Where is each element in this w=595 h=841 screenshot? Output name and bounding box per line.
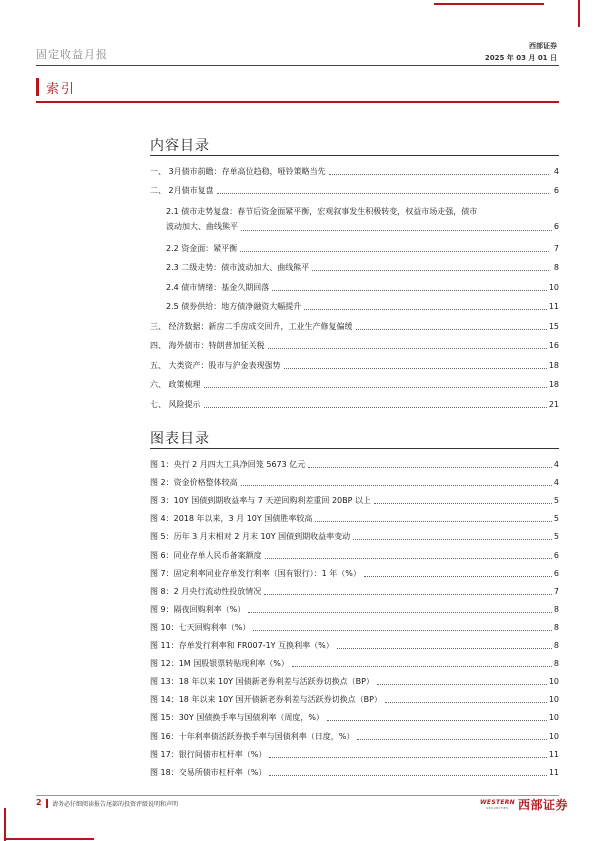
logo-english xyxy=(480,799,515,810)
index-heading: 索引 xyxy=(46,82,77,97)
figure-entry[interactable] xyxy=(150,542,559,560)
dot-leader xyxy=(241,485,552,486)
toc-entry[interactable] xyxy=(150,273,559,293)
report-type: 固定收益月报 xyxy=(36,48,108,61)
dot-leader xyxy=(265,558,552,559)
figure-entry-label: 图 10：七天回购利率（%） xyxy=(150,622,251,632)
toc-entry-label: 六、 政策梳理 xyxy=(150,380,201,389)
toc-entry-page: 10 xyxy=(548,282,559,292)
figure-entry-page: 6 xyxy=(553,550,559,560)
logo-chinese-name: 西部证券 xyxy=(517,798,568,812)
figure-entry-page: 7 xyxy=(553,586,559,596)
figure-entry[interactable] xyxy=(150,760,559,778)
figure-entry-label: 图 6：同业存单人民币备案额度 xyxy=(150,550,262,560)
toc-entry-label-line2: 波动加大、曲线熊平 xyxy=(166,222,238,231)
figure-entry-page: 8 xyxy=(553,641,559,651)
toc-entry-label-line1: 2.1 债市走势复盘：春节后资金面紧平衡，宏观叙事发生积极转变，权益市场走强，债市 xyxy=(166,207,478,216)
brand-name: 西部证券 xyxy=(529,42,557,50)
figure-entry-label: 图 18：交易所债市杠杆率（%） xyxy=(150,767,267,777)
toc-entry-page: 16 xyxy=(548,341,559,350)
dot-leader xyxy=(272,290,547,291)
figure-entry-page: 8 xyxy=(553,659,559,669)
dot-leader xyxy=(364,576,552,577)
figure-entry-label: 图 4：2018 年以来，3 月 10Y 国债胜率较高 xyxy=(150,514,313,524)
figure-entry-page: 10 xyxy=(548,695,559,705)
figure-entry[interactable] xyxy=(150,579,559,597)
dot-leader xyxy=(241,230,552,231)
figure-entry-page: 10 xyxy=(548,731,559,741)
figure-entry[interactable] xyxy=(150,651,559,669)
figure-entry-page: 11 xyxy=(548,767,559,777)
toc-entry[interactable] xyxy=(150,351,559,371)
disclaimer: 请务必仔细阅读报告尾部的投资评级说明和声明 xyxy=(52,801,179,808)
dot-leader xyxy=(385,702,547,703)
toc-entry[interactable] xyxy=(150,390,559,410)
figure-entry-page: 4 xyxy=(553,478,559,488)
toc-entry[interactable] xyxy=(150,371,559,391)
corner-accent-vertical xyxy=(578,0,580,27)
dot-leader xyxy=(269,757,546,758)
company-logo xyxy=(480,796,568,813)
figure-entry-label: 图 3：10Y 国债到期收益率与 7 天逆回购利差重回 20BP 以上 xyxy=(150,496,371,506)
figure-entry[interactable] xyxy=(150,723,559,741)
dot-leader xyxy=(329,174,549,175)
toc-entry[interactable] xyxy=(150,312,559,332)
figure-entry[interactable] xyxy=(150,470,559,488)
figure-entry[interactable] xyxy=(150,687,559,705)
dot-leader xyxy=(204,387,547,388)
dot-leader xyxy=(284,368,547,369)
page-number: 2 xyxy=(36,798,42,807)
logo-english-name: WESTERN xyxy=(480,799,515,806)
figure-entry-label: 图 13：18 年以来 10Y 国债新老券利差与活跃券切换点（BP） xyxy=(150,677,374,687)
figure-entry-label: 图 12：1M 国股银票转贴现利率（%） xyxy=(150,659,289,669)
page-number-separator xyxy=(46,799,48,808)
toc-entry-page: 21 xyxy=(548,399,559,409)
figure-entry-page: 6 xyxy=(553,568,559,578)
toc-entry[interactable] xyxy=(150,293,559,313)
toc-entry-label: 2.3 二级走势：债市波动加大、曲线熊平 xyxy=(166,263,310,272)
figure-entry-page: 11 xyxy=(548,749,559,759)
toc-entry[interactable] xyxy=(150,157,559,177)
figure-entry[interactable] xyxy=(150,633,559,651)
figure-entry-label: 图 7：固定利率同业存单发行利率（国有银行）：1 年（%） xyxy=(150,568,361,578)
figure-entry-page: 8 xyxy=(553,622,559,632)
figure-entry-page: 8 xyxy=(553,604,559,614)
figure-entry-label: 图 16：十年利率债活跃券换手率与国债利率（日度，%） xyxy=(150,731,355,741)
figure-entry[interactable] xyxy=(150,705,559,723)
toc-entry-page: 15 xyxy=(548,321,559,331)
figure-entry[interactable] xyxy=(150,742,559,760)
figure-entry-page: 4 xyxy=(553,460,559,470)
toc-entry-label: 四、 海外债市：特朗普加征关税 xyxy=(150,341,265,350)
toc-entry[interactable] xyxy=(150,254,559,274)
dot-leader xyxy=(357,739,546,740)
figure-entry-label: 图 2：资金价格整体较高 xyxy=(150,478,238,488)
toc-entry-page: 6 xyxy=(553,186,559,195)
figure-entry-page: 5 xyxy=(553,514,559,524)
toc-heading-divider xyxy=(150,155,559,156)
index-divider xyxy=(36,101,559,103)
dot-leader xyxy=(204,407,547,408)
dot-leader xyxy=(327,720,547,721)
toc-entry-label: 二、 2月债市复盘 xyxy=(150,186,214,195)
corner-accent-vertical xyxy=(4,808,6,841)
toc-entry-label: 2.5 债券供给：地方债净融资大幅提升 xyxy=(166,302,302,311)
toc-entry-page: 7 xyxy=(553,243,559,253)
figure-entry-label: 图 5：历年 3 月末相对 2 月末 10Y 国债到期收益率变动 xyxy=(150,532,351,542)
figures-heading-divider xyxy=(150,448,559,449)
figures-heading: 图表目录 xyxy=(150,431,210,447)
dot-leader xyxy=(240,251,549,252)
toc-entry-page: 4 xyxy=(553,166,559,176)
header-divider xyxy=(36,65,559,66)
table-of-contents xyxy=(150,157,559,410)
toc-entry[interactable] xyxy=(150,177,559,197)
figure-entry-page: 5 xyxy=(553,496,559,506)
figure-entry-label: 图 8：2 月央行流动性投放情况 xyxy=(150,586,262,596)
dot-leader xyxy=(356,329,547,330)
figure-entry[interactable] xyxy=(150,615,559,633)
figure-entry[interactable] xyxy=(150,524,559,542)
dot-leader xyxy=(377,684,547,685)
figure-entry[interactable] xyxy=(150,488,559,506)
dot-leader xyxy=(253,630,552,631)
figure-entry-label: 图 1：央行 2 月四大工具净回笼 5673 亿元 xyxy=(150,460,306,470)
toc-entry-page: 8 xyxy=(553,263,559,272)
toc-entry-page: 18 xyxy=(548,380,559,389)
figure-entry[interactable] xyxy=(150,452,559,470)
figure-entry-label: 图 11：存单发行利率和 FR007-1Y 互换利率（%） xyxy=(150,641,334,651)
dot-leader xyxy=(269,775,546,776)
toc-entry-page: 18 xyxy=(548,360,559,370)
toc-entry-label: 七、 风险提示 xyxy=(150,399,201,409)
corner-accent-horizontal xyxy=(434,3,544,5)
toc-entry[interactable] xyxy=(150,196,559,234)
dot-leader xyxy=(374,503,552,504)
figure-entry-page: 10 xyxy=(548,713,559,723)
dot-leader xyxy=(264,594,552,595)
toc-entry-label: 五、 大类资产：股市与沪金表现强势 xyxy=(150,360,281,370)
toc-entry-label: 一、 3月债市前瞻：存单高位趋稳，哑铃策略当先 xyxy=(150,166,326,176)
dot-leader xyxy=(217,193,549,194)
toc-entry[interactable] xyxy=(150,332,559,352)
dot-leader xyxy=(292,666,552,667)
dot-leader xyxy=(312,270,549,271)
figure-entry[interactable] xyxy=(150,669,559,687)
report-date: 2025 年 03 月 01 日 xyxy=(484,54,557,62)
figure-entry-label: 图 9：隔夜回购利率（%） xyxy=(150,604,246,614)
corner-accent-horizontal xyxy=(4,838,94,840)
dot-leader xyxy=(337,648,552,649)
figure-entry-page: 10 xyxy=(548,677,559,687)
figure-entry[interactable] xyxy=(150,597,559,615)
figure-entry-page: 5 xyxy=(553,532,559,542)
toc-entry-page: 11 xyxy=(548,302,559,311)
toc-entry-label: 2.4 债市情绪：基金久期回落 xyxy=(166,282,270,292)
dot-leader xyxy=(268,348,547,349)
dot-leader xyxy=(308,467,552,468)
toc-heading: 内容目录 xyxy=(150,138,210,154)
dot-leader xyxy=(304,309,547,310)
figure-entry[interactable] xyxy=(150,506,559,524)
dot-leader xyxy=(315,521,552,522)
index-marker xyxy=(36,78,39,96)
toc-entry-page: 6 xyxy=(553,222,559,231)
toc-entry[interactable] xyxy=(150,234,559,254)
figure-entry-label: 图 17：银行间债市杠杆率（%） xyxy=(150,749,267,759)
toc-entry-label: 2.2 资金面：紧平衡 xyxy=(166,243,238,253)
dot-leader xyxy=(353,539,552,540)
dot-leader xyxy=(248,612,552,613)
figure-entry[interactable] xyxy=(150,561,559,579)
list-of-figures xyxy=(150,452,559,778)
figure-entry-label: 图 14：18 年以来 10Y 国开债新老券利差与活跃券切换点（BP） xyxy=(150,695,382,705)
logo-english-sub: SECURITIES xyxy=(486,806,509,810)
toc-entry-label: 三、 经济数据：新房二手房成交回升，工业生产修复偏缓 xyxy=(150,321,353,331)
figure-entry-label: 图 15：30Y 国债换手率与国债利率（周度，%） xyxy=(150,713,324,723)
